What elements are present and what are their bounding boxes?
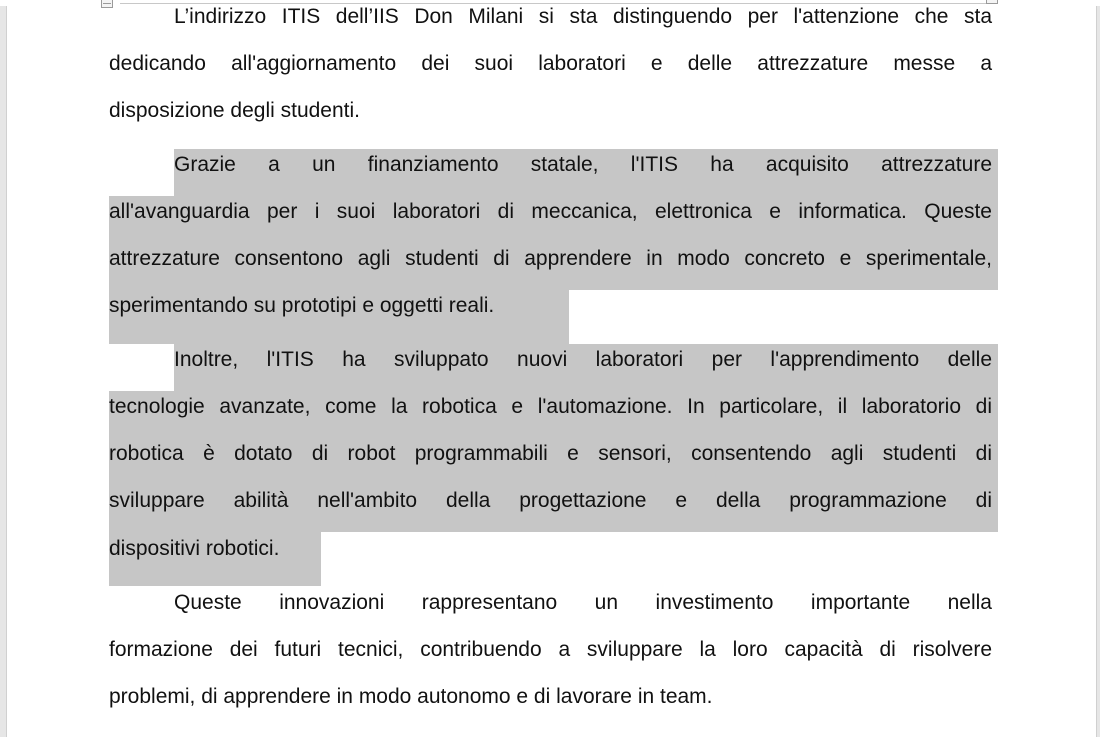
paragraph-line[interactable]: all'avanguardia per i suoi laboratori di meccanica, elettronica e informatica. Queste bbox=[109, 200, 992, 223]
paragraph-line[interactable]: Inoltre, l'ITIS ha sviluppato nuovi laboratori per l'apprendimento delle bbox=[174, 348, 992, 371]
paragraph-line[interactable]: dedicando all'aggiornamento dei suoi laboratori e delle attrezzature messe a bbox=[109, 52, 992, 75]
paragraph-line[interactable]: sperimentando su prototipi e oggetti reali. bbox=[109, 294, 495, 317]
paragraph-line[interactable]: Grazie a un finanziamento statale, l'ITIS ha acquisito attrezzature bbox=[174, 153, 992, 176]
paragraph-line[interactable]: disposizione degli studenti. bbox=[109, 99, 360, 122]
paragraph-line[interactable]: sviluppare abilità nell'ambito della progettazione e della programmazione di bbox=[109, 489, 992, 512]
paragraph-line[interactable]: robotica è dotato di robot programmabili e sensori, consentendo agli studenti di bbox=[109, 442, 992, 465]
paragraph-line[interactable]: tecnologie avanzate, come la robotica e l'automazione. In particolare, il laboratorio di bbox=[109, 395, 992, 418]
paragraph-line[interactable]: formazione dei futuri tecnici, contribuendo a sviluppare la loro capacità di risolvere bbox=[109, 638, 992, 661]
paragraph-line[interactable]: Queste innovazioni rappresentano un investimento importante nella bbox=[174, 591, 992, 614]
paragraph-line[interactable]: problemi, di apprendere in modo autonomo e di lavorare in team. bbox=[109, 685, 713, 708]
paragraph-line[interactable]: dispositivi robotici. bbox=[109, 537, 280, 560]
paragraph-line[interactable]: attrezzature consentono agli studenti di apprendere in modo concreto e sperimentale, bbox=[109, 247, 992, 270]
paragraph-line[interactable]: L’indirizzo ITIS dell’IIS Don Milani si sta distinguendo per l'attenzione che sta bbox=[174, 5, 992, 28]
